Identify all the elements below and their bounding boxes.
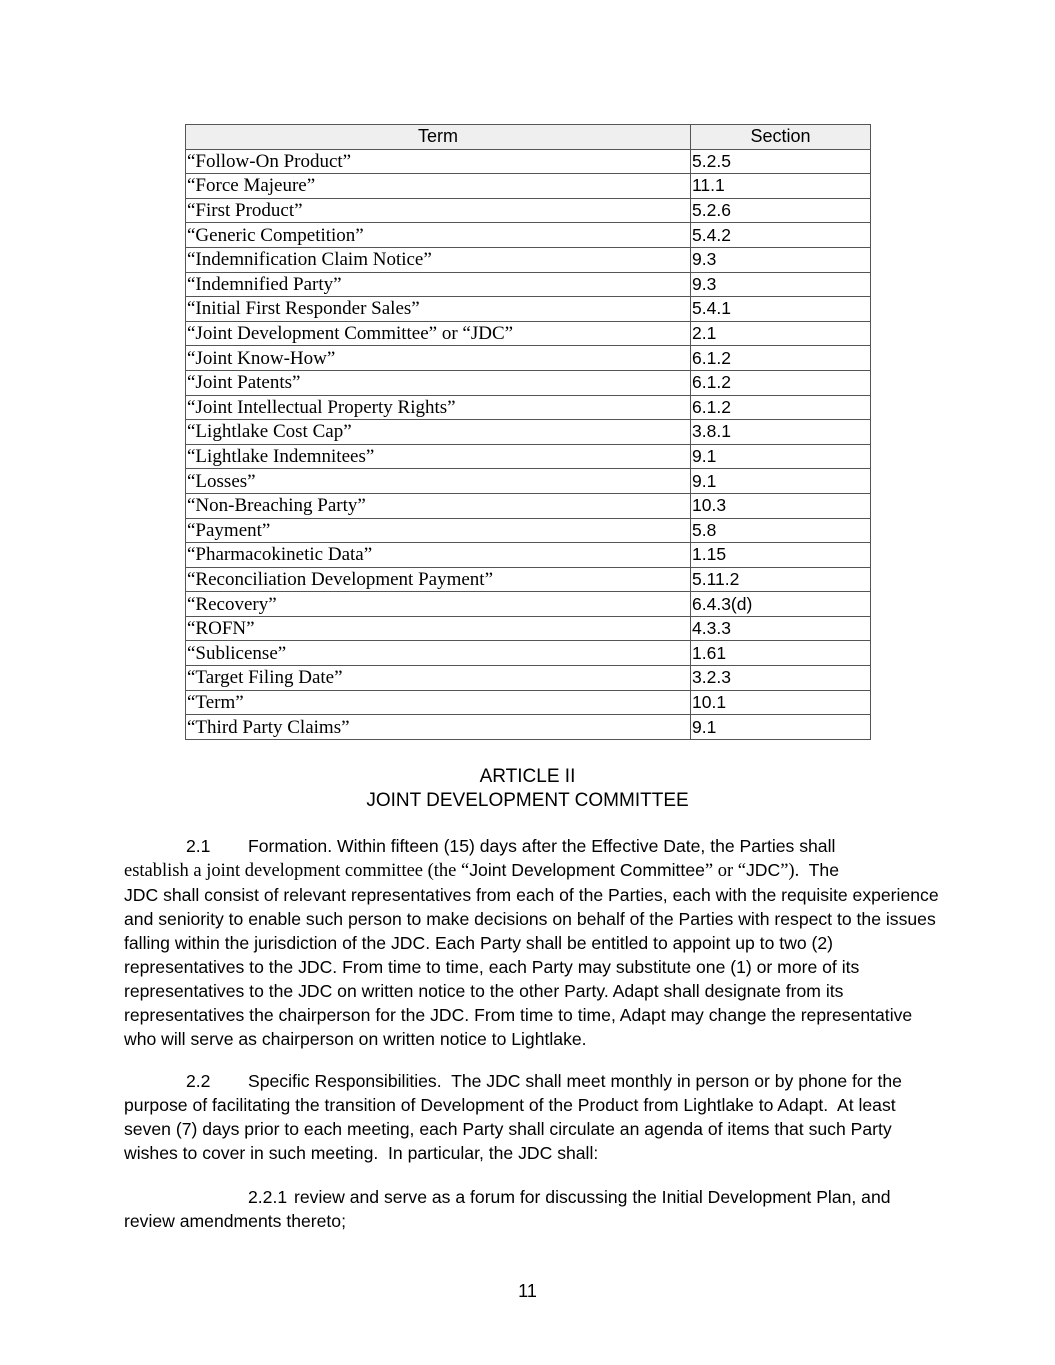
table-row bbox=[186, 149, 871, 174]
section-cell: 6.4.3(d) bbox=[691, 592, 871, 617]
term-cell: “Losses” bbox=[186, 469, 691, 494]
section-2-2-paragraph bbox=[124, 1069, 944, 1165]
table-row bbox=[186, 321, 871, 346]
term-column-header: Term bbox=[186, 125, 691, 150]
section-cell: 4.3.3 bbox=[691, 616, 871, 641]
section-cell: 5.4.1 bbox=[691, 297, 871, 322]
table-row bbox=[186, 666, 871, 691]
term-cell: “Initial First Responder Sales” bbox=[186, 297, 691, 322]
section-cell: 1.61 bbox=[691, 641, 871, 666]
table-row bbox=[186, 543, 871, 568]
table-row bbox=[186, 616, 871, 641]
section-cell: 9.1 bbox=[691, 469, 871, 494]
term-cell: “Sublicense” bbox=[186, 641, 691, 666]
section-body: JDC shall consist of relevant representatives from each of the Parties, each with the requisite experience and seniority to enable such person to make decisions on behalf of the Parties with respect to the issues falling within the jurisdiction of the JDC. Each Party shall be entitled to appoint up to two (2) representatives to the JDC. From time to time, each Party may substitute one (1) or more of its representatives to the JDC on written notice to the other Party. Adapt shall designate from its representatives the chairperson for the JDC. From time to time, Adapt may change the representative who will serve as chairperson on written notice to Lightlake. bbox=[124, 885, 939, 1049]
term-cell: “Joint Development Committee” or “JDC” bbox=[186, 321, 691, 346]
section-2-1-paragraph bbox=[124, 834, 944, 1051]
section-cell: 11.1 bbox=[691, 174, 871, 199]
section-cell: 9.3 bbox=[691, 247, 871, 272]
term-cell: “Non-Breaching Party” bbox=[186, 493, 691, 518]
section-number: 2.2 bbox=[186, 1071, 211, 1091]
section-cell: 5.2.6 bbox=[691, 198, 871, 223]
table-row bbox=[186, 198, 871, 223]
table-row bbox=[186, 395, 871, 420]
table-row bbox=[186, 420, 871, 445]
section-cell: 3.2.3 bbox=[691, 666, 871, 691]
section-text: The JDC shall meet monthly in person or by phone for the purpose of facilitating the transition of Development of the Product from Lightlake to Adapt. At least seven (7) days prior to each meeting, each Party shall circulate an agenda of items that such Party wishes to cover in such meeting. In particular, the JDC shall: bbox=[124, 1071, 907, 1163]
section-cell: 9.1 bbox=[691, 444, 871, 469]
section-cell: 10.3 bbox=[691, 493, 871, 518]
term-cell: “ROFN” bbox=[186, 616, 691, 641]
term-cell: “Indemnification Claim Notice” bbox=[186, 247, 691, 272]
term-cell: “Generic Competition” bbox=[186, 223, 691, 248]
section-text: ”). bbox=[780, 861, 800, 881]
term-cell: “Joint Patents” bbox=[186, 370, 691, 395]
section-cell: 6.1.2 bbox=[691, 395, 871, 420]
table-row bbox=[186, 346, 871, 371]
term-cell: “Joint Know-How” bbox=[186, 346, 691, 371]
section-2-2-1-paragraph bbox=[124, 1185, 944, 1233]
section-text: The bbox=[799, 860, 839, 880]
section-cell: 3.8.1 bbox=[691, 420, 871, 445]
table-row bbox=[186, 247, 871, 272]
table-row bbox=[186, 297, 871, 322]
section-cell: 5.2.5 bbox=[691, 149, 871, 174]
section-cell: 10.1 bbox=[691, 690, 871, 715]
article-subtitle: JOINT DEVELOPMENT COMMITTEE bbox=[366, 790, 689, 811]
table-row bbox=[186, 272, 871, 297]
table-row bbox=[186, 641, 871, 666]
section-heading: Formation. bbox=[248, 836, 333, 856]
table-row bbox=[186, 690, 871, 715]
section-cell: 5.8 bbox=[691, 518, 871, 543]
section-cell: 6.1.2 bbox=[691, 370, 871, 395]
table-row bbox=[186, 592, 871, 617]
term-cell: “Pharmacokinetic Data” bbox=[186, 543, 691, 568]
term-cell: “Reconciliation Development Payment” bbox=[186, 567, 691, 592]
table-row bbox=[186, 715, 871, 740]
section-number: 2.1 bbox=[186, 836, 211, 856]
section-cell: 5.4.2 bbox=[691, 223, 871, 248]
table-body bbox=[186, 149, 871, 739]
term-cell: “Indemnified Party” bbox=[186, 272, 691, 297]
term-cell: “Force Majeure” bbox=[186, 174, 691, 199]
section-number: 2.2.1 bbox=[248, 1187, 288, 1207]
section-text: ” or “ bbox=[704, 861, 746, 881]
section-text: review and serve as a forum for discussing the Initial Development Plan, and review amendments thereto; bbox=[124, 1187, 891, 1231]
table-row bbox=[186, 370, 871, 395]
term-cell: “Lightlake Indemnitees” bbox=[186, 444, 691, 469]
table-header-row bbox=[186, 125, 871, 150]
table-row bbox=[186, 493, 871, 518]
table-row bbox=[186, 567, 871, 592]
term-cell: “First Product” bbox=[186, 198, 691, 223]
section-cell: 9.3 bbox=[691, 272, 871, 297]
section-heading: Specific Responsibilities. bbox=[248, 1071, 442, 1091]
section-column-header: Section bbox=[691, 125, 871, 150]
table-row bbox=[186, 518, 871, 543]
defined-term: JDC bbox=[746, 860, 781, 880]
section-cell: 2.1 bbox=[691, 321, 871, 346]
term-cell: “Target Filing Date” bbox=[186, 666, 691, 691]
article-title: ARTICLE II bbox=[479, 766, 576, 787]
section-cell: 9.1 bbox=[691, 715, 871, 740]
page-number: 11 bbox=[518, 1281, 537, 1301]
term-cell: “Lightlake Cost Cap” bbox=[186, 420, 691, 445]
section-cell: 5.11.2 bbox=[691, 567, 871, 592]
term-cell: “Payment” bbox=[186, 518, 691, 543]
table-row bbox=[186, 444, 871, 469]
defined-term: Joint Development Committee bbox=[469, 860, 705, 880]
term-cell: “Recovery” bbox=[186, 592, 691, 617]
term-cell: “Joint Intellectual Property Rights” bbox=[186, 395, 691, 420]
table-row bbox=[186, 174, 871, 199]
term-cell: “Term” bbox=[186, 690, 691, 715]
section-cell: 1.15 bbox=[691, 543, 871, 568]
section-cell: 6.1.2 bbox=[691, 346, 871, 371]
section-text: Within fifteen (15) days after the Effective Date, the Parties shall bbox=[332, 836, 836, 856]
table-row bbox=[186, 469, 871, 494]
defined-terms-table bbox=[185, 124, 871, 740]
section-text: establish a joint development committee (the “ bbox=[124, 861, 470, 881]
table-row bbox=[186, 223, 871, 248]
term-cell: “Follow-On Product” bbox=[186, 149, 691, 174]
term-cell: “Third Party Claims” bbox=[186, 715, 691, 740]
